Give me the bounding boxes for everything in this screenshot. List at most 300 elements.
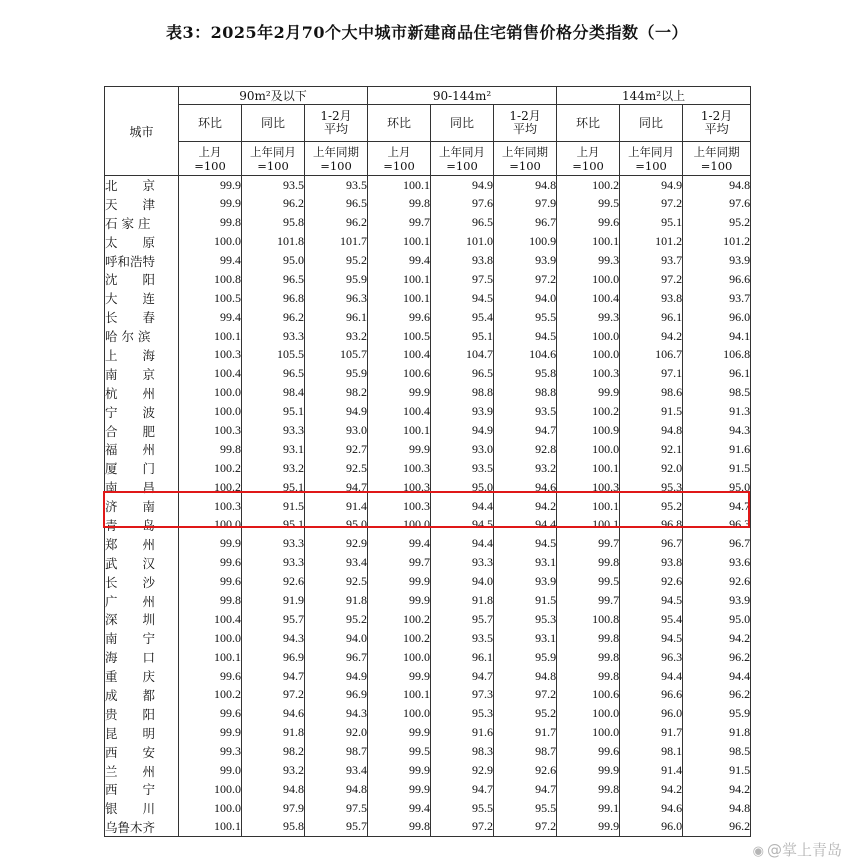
index-value: 93.2	[494, 459, 557, 478]
index-value: 92.6	[242, 572, 305, 591]
base-label: 上年同期	[502, 144, 549, 159]
index-value: 100.1	[368, 176, 431, 195]
city-name: 成 都	[105, 686, 179, 705]
index-value: 96.3	[683, 516, 751, 535]
city-name: 南 宁	[105, 629, 179, 648]
index-value: 95.4	[620, 610, 683, 629]
group-header-small: 90m²及以下	[179, 87, 368, 105]
index-value: 99.6	[368, 308, 431, 327]
index-value: 96.5	[431, 364, 494, 383]
index-value: 94.2	[683, 629, 751, 648]
index-value: 106.7	[620, 346, 683, 365]
index-value: 99.8	[557, 667, 620, 686]
index-value: 100.2	[557, 402, 620, 421]
index-value: 93.8	[620, 289, 683, 308]
index-value: 95.1	[242, 516, 305, 535]
index-value: 94.4	[431, 534, 494, 553]
index-value: 95.0	[242, 251, 305, 270]
index-value: 99.3	[557, 251, 620, 270]
index-value: 93.9	[431, 402, 494, 421]
index-value: 100.5	[368, 327, 431, 346]
index-value: 94.8	[683, 176, 751, 195]
index-value: 99.9	[179, 723, 242, 742]
index-value: 94.0	[494, 289, 557, 308]
city-name: 石 家 庄	[105, 213, 179, 232]
index-value: 91.8	[305, 591, 368, 610]
index-value: 94.5	[620, 591, 683, 610]
index-value: 95.3	[494, 610, 557, 629]
table-row	[105, 761, 751, 780]
table-row	[105, 194, 751, 213]
index-value: 95.5	[431, 799, 494, 818]
index-value: 96.2	[683, 818, 751, 837]
index-value: 99.4	[368, 799, 431, 818]
base-label: =100	[700, 158, 733, 173]
subheader-mom-1	[368, 105, 431, 142]
index-value: 97.2	[494, 270, 557, 289]
index-value: 96.8	[620, 516, 683, 535]
index-value: 93.2	[305, 327, 368, 346]
city-name: 宁 波	[105, 402, 179, 421]
watermark-text: @掌上青岛	[766, 841, 842, 859]
city-name: 乌鲁木齐	[105, 818, 179, 837]
table-row	[105, 421, 751, 440]
index-value: 99.6	[557, 213, 620, 232]
index-value: 93.9	[683, 251, 751, 270]
index-value: 91.4	[620, 761, 683, 780]
index-value: 100.1	[368, 421, 431, 440]
index-value: 97.2	[431, 818, 494, 837]
city-name: 杭 州	[105, 383, 179, 402]
watermark	[753, 839, 842, 860]
base-label: =100	[194, 158, 226, 173]
subheader-yoy-1	[431, 105, 494, 142]
subheader-label: 平均	[704, 122, 729, 136]
base-label: 上年同期	[693, 144, 740, 159]
index-value: 93.5	[242, 176, 305, 195]
index-value: 96.0	[683, 308, 751, 327]
index-value: 94.9	[305, 402, 368, 421]
city-name: 武 汉	[105, 553, 179, 572]
index-value: 93.2	[242, 761, 305, 780]
index-value: 94.8	[494, 176, 557, 195]
subheader-label: 1-2月	[320, 109, 352, 123]
index-value: 100.1	[368, 686, 431, 705]
index-value: 93.3	[242, 327, 305, 346]
index-value: 98.2	[242, 742, 305, 761]
index-value: 99.8	[179, 213, 242, 232]
index-value: 96.9	[305, 686, 368, 705]
index-value: 96.5	[242, 364, 305, 383]
subheader-yoy-2	[620, 105, 683, 142]
index-value: 93.5	[494, 402, 557, 421]
index-value: 91.3	[683, 402, 751, 421]
index-value: 94.7	[242, 667, 305, 686]
index-value: 94.5	[620, 629, 683, 648]
index-value: 94.6	[620, 799, 683, 818]
index-value: 95.0	[683, 610, 751, 629]
index-value: 100.4	[179, 610, 242, 629]
index-value: 91.8	[242, 723, 305, 742]
base-header-avg-0	[305, 142, 368, 176]
subheader-label: 平均	[324, 122, 349, 136]
table-row	[105, 667, 751, 686]
city-name: 南 昌	[105, 478, 179, 497]
index-value: 96.0	[620, 704, 683, 723]
index-value: 100.3	[368, 478, 431, 497]
base-header-avg-1	[494, 142, 557, 176]
index-value: 92.7	[305, 440, 368, 459]
index-value: 96.1	[305, 308, 368, 327]
index-value: 96.9	[242, 648, 305, 667]
index-value: 95.7	[431, 610, 494, 629]
subheader-mom-0	[179, 105, 242, 142]
table-row	[105, 176, 751, 195]
index-value: 92.6	[683, 572, 751, 591]
city-name: 海 口	[105, 648, 179, 667]
table-row	[105, 383, 751, 402]
base-label: 上年同月	[439, 144, 486, 159]
index-value: 93.7	[620, 251, 683, 270]
base-header-mom-1	[368, 142, 431, 176]
index-value: 99.9	[368, 572, 431, 591]
index-value: 95.1	[620, 213, 683, 232]
index-value: 95.2	[305, 251, 368, 270]
subheader-label: 环比	[576, 115, 601, 130]
index-value: 95.7	[242, 610, 305, 629]
base-label: =100	[446, 158, 478, 173]
index-value: 93.8	[431, 251, 494, 270]
index-value: 96.5	[242, 270, 305, 289]
index-value: 100.3	[179, 421, 242, 440]
city-name: 深 圳	[105, 610, 179, 629]
index-value: 99.3	[179, 742, 242, 761]
subheader-label: 1-2月	[509, 109, 541, 123]
index-value: 94.7	[305, 478, 368, 497]
index-value: 101.2	[683, 232, 751, 251]
index-value: 95.8	[242, 213, 305, 232]
index-value: 94.5	[431, 516, 494, 535]
index-value: 100.1	[557, 497, 620, 516]
table-row	[105, 648, 751, 667]
index-value: 95.1	[242, 402, 305, 421]
table-row	[105, 364, 751, 383]
index-value: 97.9	[242, 799, 305, 818]
index-value: 95.2	[305, 610, 368, 629]
index-value: 99.5	[557, 572, 620, 591]
index-value: 98.6	[620, 383, 683, 402]
city-name: 上 海	[105, 346, 179, 365]
table-row	[105, 799, 751, 818]
index-value: 96.1	[683, 364, 751, 383]
index-value: 99.9	[557, 383, 620, 402]
index-value: 99.4	[179, 308, 242, 327]
index-value: 100.3	[179, 346, 242, 365]
subheader-label: 1-2月	[700, 109, 733, 123]
index-value: 93.0	[431, 440, 494, 459]
index-value: 94.9	[431, 176, 494, 195]
city-name: 广 州	[105, 591, 179, 610]
index-value: 100.4	[368, 346, 431, 365]
index-value: 100.6	[368, 364, 431, 383]
index-value: 91.9	[242, 591, 305, 610]
index-value: 98.5	[683, 383, 751, 402]
base-label: 上月	[198, 144, 222, 159]
base-label: =100	[572, 158, 604, 173]
index-value: 95.9	[305, 270, 368, 289]
index-value: 97.1	[620, 364, 683, 383]
index-value: 100.3	[557, 364, 620, 383]
index-value: 104.6	[494, 346, 557, 365]
index-value: 96.7	[683, 534, 751, 553]
table-row	[105, 308, 751, 327]
table-row	[105, 346, 751, 365]
index-value: 94.3	[305, 704, 368, 723]
index-value: 99.6	[179, 667, 242, 686]
base-header-yoy-2	[620, 142, 683, 176]
index-value: 94.8	[494, 667, 557, 686]
city-name: 天 津	[105, 194, 179, 213]
table-row	[105, 534, 751, 553]
index-value: 96.0	[620, 818, 683, 837]
index-value: 95.2	[683, 213, 751, 232]
index-value: 94.7	[494, 421, 557, 440]
page-title: 表3：2025年2月70个大中城市新建商品住宅销售价格分类指数（一）	[165, 23, 689, 42]
index-value: 100.0	[368, 648, 431, 667]
index-value: 99.4	[368, 534, 431, 553]
index-value: 93.1	[242, 440, 305, 459]
index-value: 99.4	[368, 251, 431, 270]
index-value: 95.3	[620, 478, 683, 497]
base-header-mom-2	[557, 142, 620, 176]
city-name: 呼和浩特	[105, 251, 179, 270]
index-value: 96.6	[620, 686, 683, 705]
index-value: 99.0	[179, 761, 242, 780]
index-value: 100.2	[179, 478, 242, 497]
index-value: 94.8	[242, 780, 305, 799]
index-value: 100.3	[368, 497, 431, 516]
index-value: 97.5	[431, 270, 494, 289]
index-value: 99.6	[557, 742, 620, 761]
group-header-large: 144m²以上	[557, 87, 751, 105]
table-row	[105, 591, 751, 610]
index-value: 91.5	[242, 497, 305, 516]
index-value: 99.8	[368, 818, 431, 837]
table-row	[105, 440, 751, 459]
index-value: 97.2	[620, 270, 683, 289]
index-value: 100.4	[557, 289, 620, 308]
index-value: 91.5	[683, 459, 751, 478]
index-value: 91.8	[431, 591, 494, 610]
city-name: 沈 阳	[105, 270, 179, 289]
index-value: 95.3	[431, 704, 494, 723]
index-value: 98.8	[431, 383, 494, 402]
index-value: 100.9	[557, 421, 620, 440]
index-value: 93.5	[431, 459, 494, 478]
index-value: 99.8	[557, 648, 620, 667]
index-value: 99.4	[179, 251, 242, 270]
index-value: 94.2	[683, 780, 751, 799]
index-value: 99.8	[179, 440, 242, 459]
index-value: 100.1	[557, 232, 620, 251]
base-label: 上月	[576, 144, 600, 159]
index-value: 100.5	[179, 289, 242, 308]
index-value: 94.7	[683, 497, 751, 516]
index-value: 99.9	[179, 194, 242, 213]
index-value: 98.2	[305, 383, 368, 402]
index-value: 99.9	[368, 383, 431, 402]
index-value: 96.2	[305, 213, 368, 232]
table-row	[105, 686, 751, 705]
index-value: 100.1	[179, 648, 242, 667]
index-value: 97.3	[431, 686, 494, 705]
index-value: 96.1	[620, 308, 683, 327]
index-value: 99.8	[557, 629, 620, 648]
index-value: 101.0	[431, 232, 494, 251]
index-value: 94.3	[242, 629, 305, 648]
index-value: 96.6	[683, 270, 751, 289]
index-value: 95.8	[242, 818, 305, 837]
index-value: 92.0	[305, 723, 368, 742]
index-value: 99.7	[557, 534, 620, 553]
index-value: 97.6	[683, 194, 751, 213]
index-value: 93.9	[683, 591, 751, 610]
index-value: 93.9	[494, 251, 557, 270]
index-value: 99.3	[557, 308, 620, 327]
index-value: 99.9	[368, 667, 431, 686]
index-value: 91.4	[305, 497, 368, 516]
index-value: 92.5	[305, 459, 368, 478]
index-value: 100.9	[494, 232, 557, 251]
index-value: 100.2	[179, 459, 242, 478]
index-value: 94.5	[494, 327, 557, 346]
city-name: 郑 州	[105, 534, 179, 553]
index-value: 98.8	[494, 383, 557, 402]
index-value: 94.2	[620, 780, 683, 799]
index-value: 95.9	[305, 364, 368, 383]
index-value: 94.4	[494, 516, 557, 535]
index-value: 91.5	[683, 761, 751, 780]
city-name: 福 州	[105, 440, 179, 459]
index-value: 92.0	[620, 459, 683, 478]
index-value: 94.4	[431, 497, 494, 516]
index-value: 97.5	[305, 799, 368, 818]
index-value: 100.0	[179, 232, 242, 251]
table-row	[105, 459, 751, 478]
index-value: 91.6	[683, 440, 751, 459]
index-value: 94.6	[494, 478, 557, 497]
index-value: 99.5	[368, 742, 431, 761]
group-header-medium: 90-144m²	[368, 87, 557, 105]
index-value: 100.0	[368, 516, 431, 535]
index-value: 101.8	[242, 232, 305, 251]
index-value: 96.7	[494, 213, 557, 232]
index-value: 99.5	[557, 194, 620, 213]
index-value: 96.2	[242, 194, 305, 213]
index-value: 93.6	[683, 553, 751, 572]
subheader-label: 环比	[387, 115, 412, 130]
subheader-yoy-0	[242, 105, 305, 142]
index-value: 93.1	[494, 629, 557, 648]
city-name: 重 庆	[105, 667, 179, 686]
index-value: 96.3	[305, 289, 368, 308]
index-value: 95.9	[494, 648, 557, 667]
index-value: 91.5	[620, 402, 683, 421]
index-value: 100.8	[179, 270, 242, 289]
index-value: 94.4	[683, 667, 751, 686]
index-value: 91.6	[431, 723, 494, 742]
index-value: 100.1	[179, 818, 242, 837]
index-value: 93.7	[683, 289, 751, 308]
city-name: 哈 尔 滨	[105, 327, 179, 346]
jinan-qingdao-highlight-box	[103, 491, 750, 528]
index-value: 99.7	[557, 591, 620, 610]
index-value: 98.5	[683, 742, 751, 761]
index-value: 93.3	[242, 553, 305, 572]
index-value: 91.7	[620, 723, 683, 742]
index-value: 94.5	[494, 534, 557, 553]
index-value: 100.2	[368, 629, 431, 648]
index-value: 100.0	[179, 780, 242, 799]
city-name: 北 京	[105, 176, 179, 195]
city-name: 南 京	[105, 364, 179, 383]
subheader-label: 环比	[197, 115, 222, 130]
base-header-yoy-1	[431, 142, 494, 176]
index-value: 100.0	[557, 704, 620, 723]
index-value: 100.1	[557, 516, 620, 535]
index-value: 100.3	[179, 497, 242, 516]
index-value: 99.9	[179, 176, 242, 195]
table-row	[105, 289, 751, 308]
index-value: 94.8	[620, 421, 683, 440]
index-value: 92.6	[494, 761, 557, 780]
base-header-yoy-0	[242, 142, 305, 176]
index-value: 98.3	[431, 742, 494, 761]
index-value: 98.4	[242, 383, 305, 402]
index-value: 93.4	[305, 553, 368, 572]
index-value: 94.0	[431, 572, 494, 591]
index-value: 97.2	[494, 686, 557, 705]
index-value: 100.1	[179, 327, 242, 346]
table-row	[105, 213, 751, 232]
index-value: 95.8	[494, 364, 557, 383]
city-name: 厦 门	[105, 459, 179, 478]
index-value: 97.9	[494, 194, 557, 213]
index-value: 95.0	[683, 478, 751, 497]
index-value: 94.7	[494, 780, 557, 799]
base-label: =100	[320, 158, 352, 173]
subheader-avg-1	[494, 105, 557, 142]
index-value: 94.1	[683, 327, 751, 346]
city-name: 青 岛	[105, 516, 179, 535]
base-label: 上月	[387, 144, 411, 159]
index-value: 94.0	[305, 629, 368, 648]
index-value: 99.9	[368, 761, 431, 780]
index-value: 94.8	[305, 780, 368, 799]
index-value: 94.7	[431, 667, 494, 686]
index-value: 94.9	[305, 667, 368, 686]
index-value: 94.9	[431, 421, 494, 440]
index-value: 92.6	[620, 572, 683, 591]
table-row	[105, 270, 751, 289]
table-row	[105, 402, 751, 421]
index-value: 101.2	[620, 232, 683, 251]
index-value: 99.6	[179, 553, 242, 572]
index-value: 99.8	[368, 194, 431, 213]
index-value: 104.7	[431, 346, 494, 365]
index-value: 95.5	[494, 308, 557, 327]
index-value: 99.9	[557, 761, 620, 780]
